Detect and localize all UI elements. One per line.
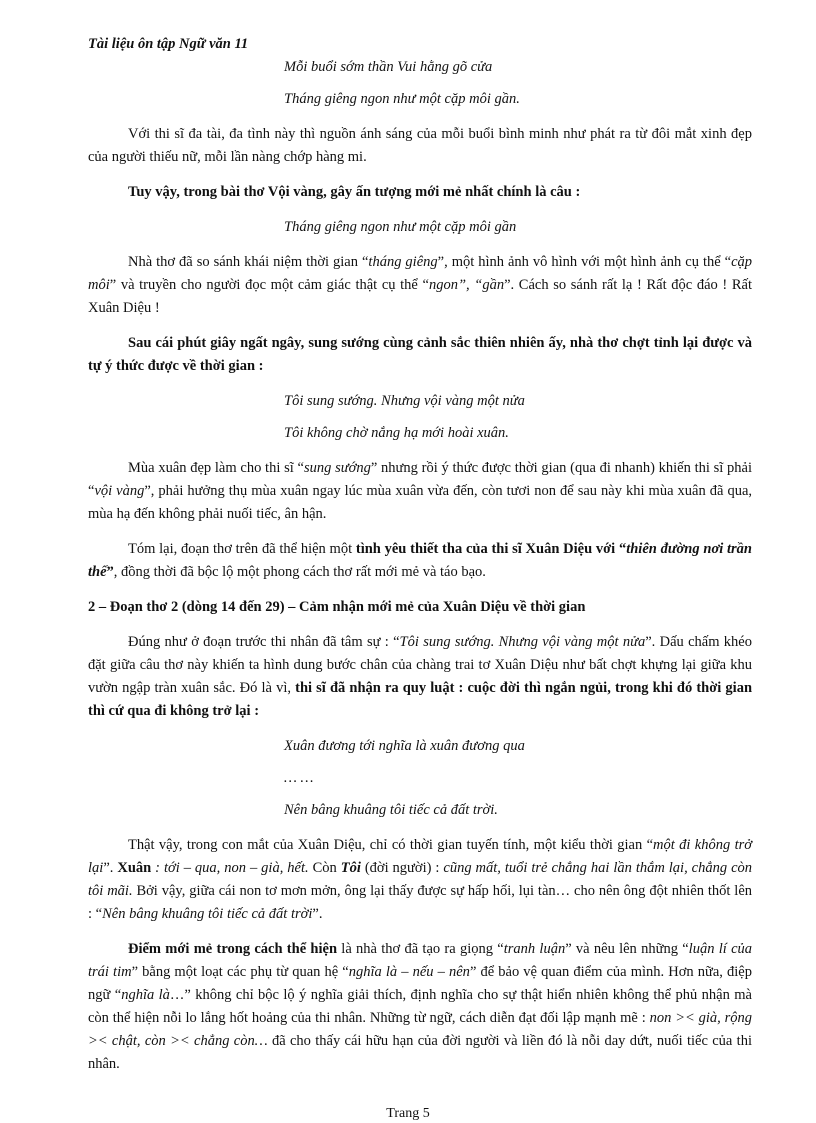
document-body xyxy=(88,56,752,1088)
verse-line: Mỗi buổi sớm thần Vui hằng gõ cửa xyxy=(284,59,493,75)
verse-line: Nên bâng khuâng tôi tiếc cả đất trời. xyxy=(284,802,498,818)
paragraph-9: Điểm mới mẻ trong cách thể hiện là nhà thơ đã tạo ra giọng “tranh luận” và nêu lên những “luận lí của trái tim” bằng một loạt các phụ từ quan hệ “nghĩa là – nếu – nên” để bảo vệ quan điểm của mình. Hơn nữa, điệp ngữ “nghĩa là…” không chỉ bộc lộ ý nghĩa giải thích, định nghĩa cho sự thật hiển nhiên không thể phủ nhận mà còn thể hiện nỗi lo lắng hốt hoảng của thi nhân. Những từ ngữ, cách diễn đạt đối lập mạnh mẽ : non >< già, rộng >< chật, còn >< chẳng còn… đã cho thấy cái hữu hạn của đời người và liền đó là nỗi day dứt, nuối tiếc của thi nhân. xyxy=(88,941,752,1072)
paragraph-7: Đúng như ở đoạn trước thi nhân đã tâm sự : “Tôi sung sướng. Nhưng vội vàng một nửa”. Dấu chấm khéo đặt giữa câu thơ này khiến ta hình dung bước chân của chàng trai tơ Xuân Diệu như bất chợt khựng lại giữa khu vườn ngập tràn xuân sắc. Đó là vì, thi sĩ đã nhận ra quy luật : cuộc đời thì ngắn ngủi, trong khi đó thời gian thì cứ qua đi không trở lại : xyxy=(88,634,753,719)
verse-line: … … xyxy=(284,770,314,786)
paragraph-2: Tuy vậy, trong bài thơ Vội vàng, gây ấn tượng mới mẻ nhất chính là câu : xyxy=(128,184,581,200)
verse-line: Tháng giêng ngon như một cặp môi gần. xyxy=(284,91,520,107)
paragraph-5: Mùa xuân đẹp làm cho thi sĩ “sung sướng” nhưng rồi ý thức được thời gian (qua đi nhanh) khiến thi sĩ phải “vội vàng”, phải hưởng thụ mùa xuân ngay lúc mùa xuân vừa đến, còn tươi non để sau này khi mùa xuân đã qua, mùa hạ đến không phải nuối tiếc, ân hận. xyxy=(88,460,753,522)
paragraph-8: Thật vậy, trong con mắt của Xuân Diệu, chỉ có thời gian tuyến tính, một kiểu thời gian “một đi không trở lại”. Xuân : tới – qua, non – già, hết. Còn Tôi (đời người) : cũng mất, tuổi trẻ chẳng hai lần thắm lại, chẳng còn tôi mãi. Bởi vậy, giữa cái non tơ mơn mởn, ông lại thấy được sự hấp hối, lụi tàn… cho nên ông đột nhiên thốt lên : “Nên bâng khuâng tôi tiếc cả đất trời”. xyxy=(88,837,753,922)
verse-line: Xuân đương tới nghĩa là xuân đương qua xyxy=(284,738,525,754)
verse-line: Tôi không chờ nắng hạ mới hoài xuân. xyxy=(284,425,509,441)
document-header: Tài liệu ôn tập Ngữ văn 11 xyxy=(88,36,249,52)
verse-line: Tôi sung sướng. Nhưng vội vàng một nửa xyxy=(284,393,525,409)
verse-line: Tháng giêng ngon như một cặp môi gần xyxy=(284,219,517,235)
paragraph-4: Sau cái phút giây ngất ngây, sung sướng cùng cảnh sắc thiên nhiên ấy, nhà thơ chợt tỉnh lại được và tự ý thức được về thời gian : xyxy=(88,335,752,374)
paragraph-6: Tóm lại, đoạn thơ trên đã thể hiện một tình yêu thiết tha của thi sĩ Xuân Diệu với “thiên đường nơi trần thế”, đồng thời đã bộc lộ một phong cách thơ rất mới mẻ và táo bạo. xyxy=(88,541,752,580)
section-heading: 2 – Đoạn thơ 2 (dòng 14 đến 29) – Cảm nhận mới mẻ của Xuân Diệu về thời gian xyxy=(88,599,586,615)
paragraph-3: Nhà thơ đã so sánh khái niệm thời gian “tháng giêng”, một hình ảnh vô hình với một hình ảnh cụ thể “cặp môi” và truyền cho người đọc một cảm giác thật cụ thể “ngon”, “gần”. Cách so sánh rất lạ ! Rất độc đáo ! Rất Xuân Diệu ! xyxy=(88,254,753,316)
page-number: Trang 5 xyxy=(386,1106,430,1121)
paragraph-1: Với thi sĩ đa tài, đa tình này thì nguồn ánh sáng của mỗi buổi bình minh như phát ra từ đôi mắt xinh đẹp của người thiếu nữ, mỗi lần nàng chớp hàng mi. xyxy=(88,126,752,165)
